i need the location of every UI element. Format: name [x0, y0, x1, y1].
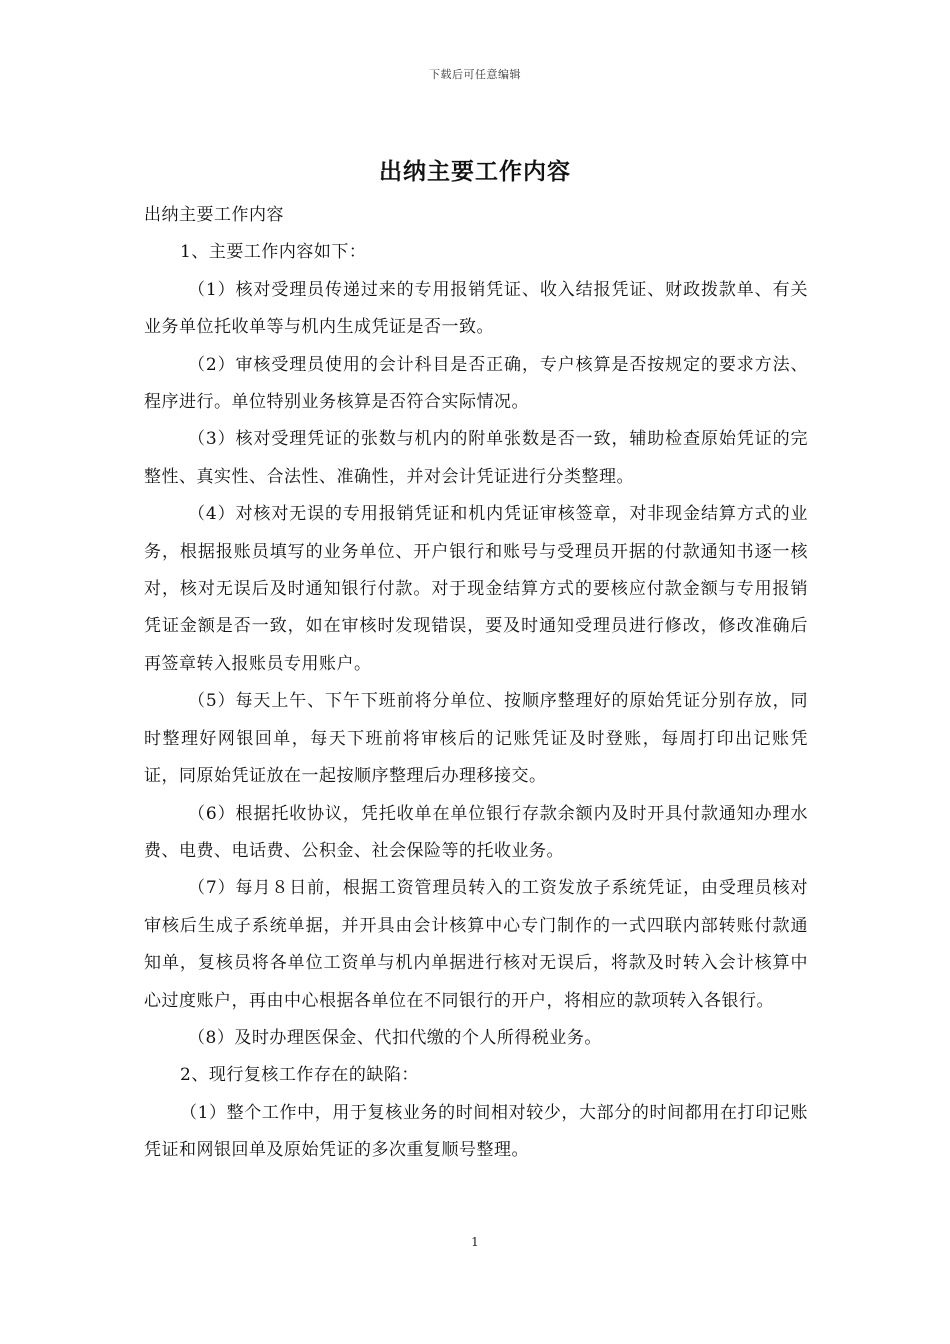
document-subtitle: 出纳主要工作内容 [144, 205, 284, 225]
document-body [144, 197, 808, 1170]
paragraph-item-3: （3）核对受理凭证的张数与机内的附单张数是否一致，辅助检查原始凭证的完整性、真实性、合法性、准确性，并对会计凭证进行分类整理。 [144, 429, 808, 487]
paragraph-item-7: （7）每月８日前，根据工资管理员转入的工资发放子系统凭证，由受理员核对审核后生成子系统单据，并开具由会计核算中心专门制作的一式四联内部转账付款通知单，复核员将各单位工资单与机内单据进行核对无误后，将款及时转入会计核算中心过度账户，再由中心根据各单位在不同银行的开户，将相应的款项转入各银行。 [144, 878, 808, 1011]
page-title: 出纳主要工作内容 [379, 158, 571, 185]
paragraph-defect-1: （1）整个工作中，用于复核业务的时间相对较少，大部分的时间都用在打印记账凭证和网银回单及原始凭证的多次重复顺号整理。 [144, 1102, 808, 1161]
paragraph-item-1: （1）核对受理员传递过来的专用报销凭证、收入结报凭证、财政拨款单、有关业务单位托收单等与机内生成凭证是否一致。 [144, 279, 808, 338]
paragraph-item-8: （8）及时办理医保金、代扣代缴的个人所得税业务。 [188, 1027, 602, 1048]
section-heading-1: 1、主要工作内容如下： [180, 242, 367, 263]
page-number: 1 [471, 1235, 479, 1249]
paragraph-item-4: （4）对核对无误的专用报销凭证和机内凭证审核签章，对非现金结算方式的业务，根据报账员填写的业务单位、开户银行和账号与受理员开据的付款通知书逐一核对，核对无误后及时通知银行付款。对于现金结算方式的要核应付款金额与专用报销凭证金额是否一致，如在审核时发现错误，要及时通知受理员进行修改，修改准确后再签章转入报账员专用账户。 [144, 504, 808, 674]
header-note: 下载后可任意编辑 [429, 68, 521, 81]
paragraph-item-6: （6）根据托收协议，凭托收单在单位银行存款余额内及时开具付款通知办理水费、电费、电话费、公积金、社会保险等的托收业务。 [144, 803, 808, 861]
paragraph-item-5: （5）每天上午、下午下班前将分单位、按顺序整理好的原始凭证分别存放，同时整理好网银回单，每天下班前将审核后的记账凭证及时登账，每周打印出记账凭证，同原始凭证放在一起按顺序整理后办理移接交。 [144, 691, 808, 787]
paragraph-item-2: （2）审核受理员使用的会计科目是否正确，专户核算是否按规定的要求方法、程序进行。单位特别业务核算是否符合实际情况。 [144, 354, 808, 413]
section-heading-2: 2、现行复核工作存在的缺陷： [180, 1065, 419, 1086]
